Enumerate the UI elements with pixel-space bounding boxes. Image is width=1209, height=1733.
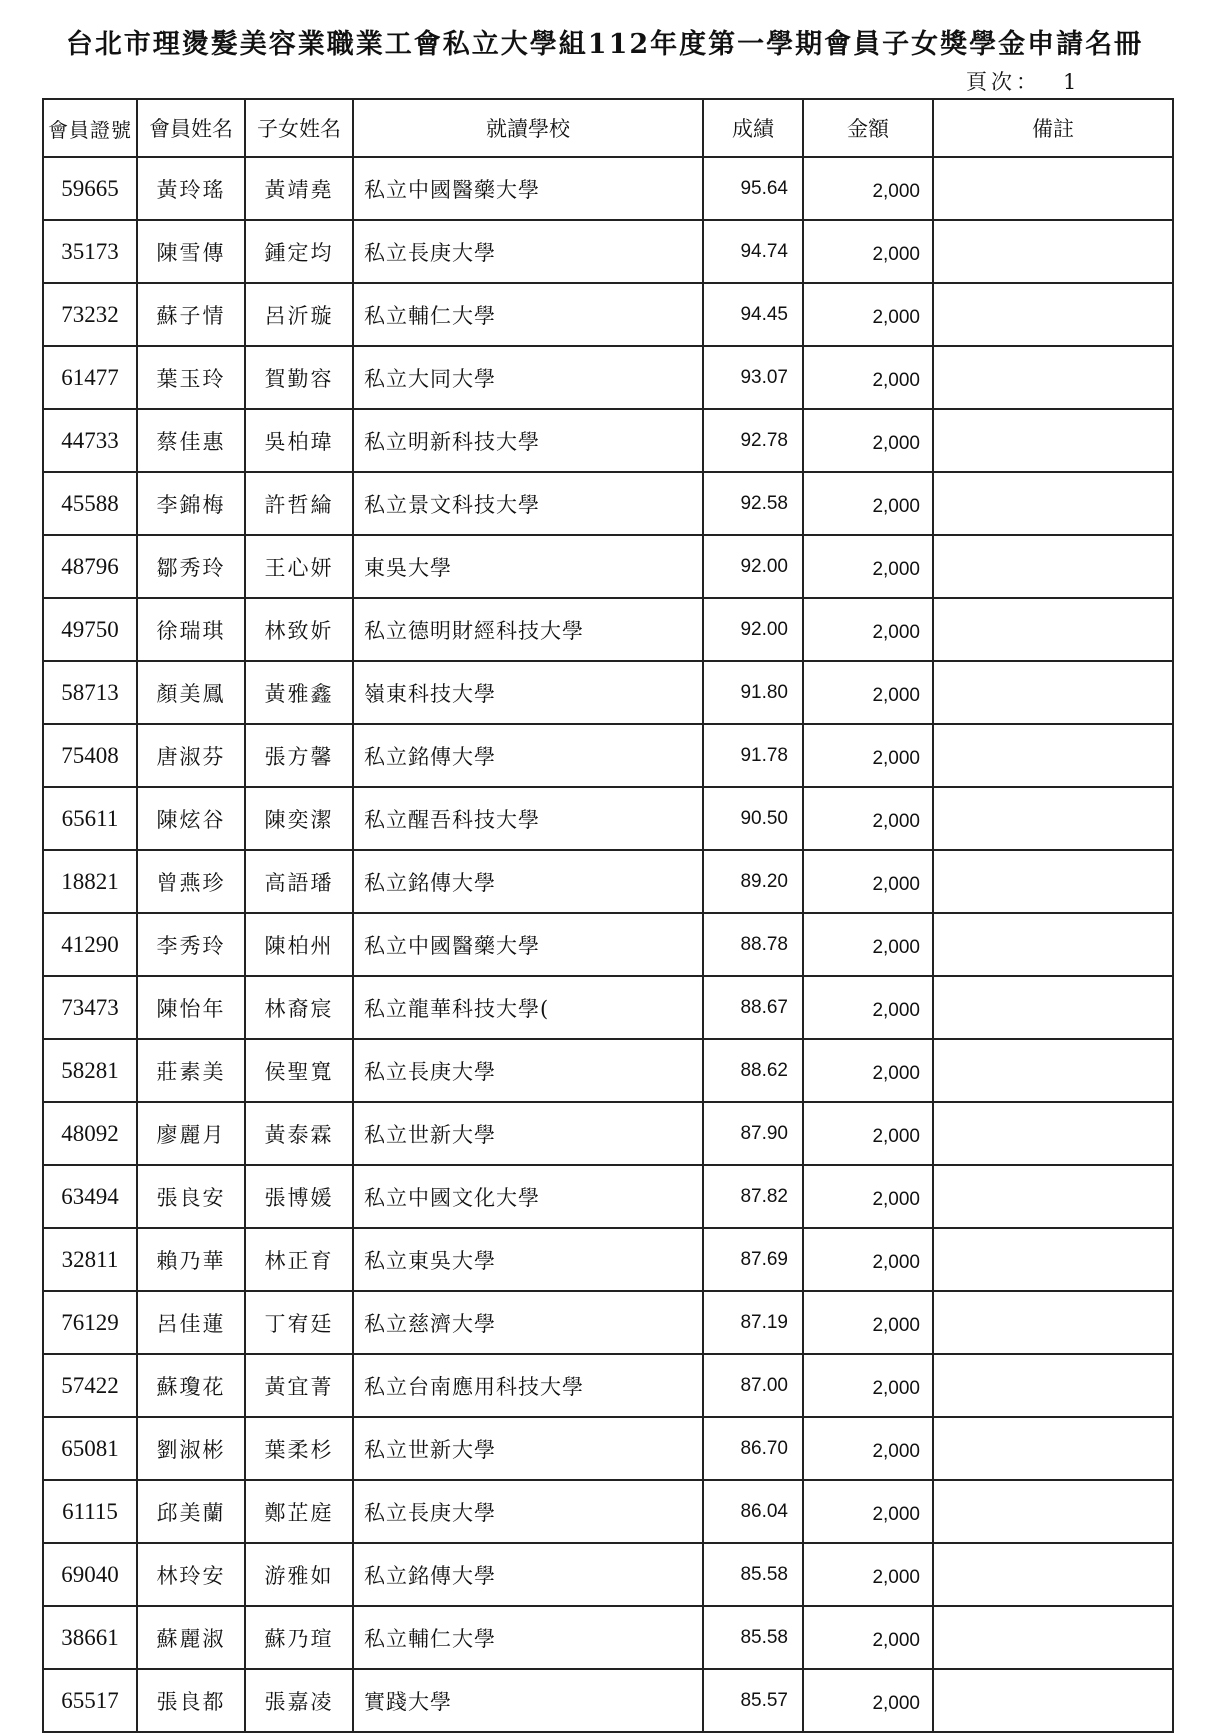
cell-remark	[933, 598, 1173, 661]
cell-member-id: 38661	[43, 1606, 137, 1669]
cell-school: 私立輔仁大學	[353, 1606, 703, 1669]
cell-remark	[933, 535, 1173, 598]
cell-child-name: 張方馨	[245, 724, 353, 787]
table-header-row	[43, 99, 1173, 157]
cell-member-id: 57422	[43, 1354, 137, 1417]
cell-school: 私立銘傳大學	[353, 850, 703, 913]
cell-child-name: 葉柔杉	[245, 1417, 353, 1480]
table-row	[43, 1606, 1173, 1669]
cell-score: 92.00	[703, 535, 803, 598]
cell-amount: 2,000	[803, 1102, 933, 1165]
cell-member-id: 45588	[43, 472, 137, 535]
cell-member-name: 蘇子情	[137, 283, 245, 346]
cell-score: 88.67	[703, 976, 803, 1039]
cell-school: 實踐大學	[353, 1669, 703, 1732]
cell-remark	[933, 1354, 1173, 1417]
cell-child-name: 鍾定均	[245, 220, 353, 283]
cell-school: 私立中國醫藥大學	[353, 913, 703, 976]
table-row	[43, 1102, 1173, 1165]
cell-member-name: 呂佳蓮	[137, 1291, 245, 1354]
cell-child-name: 丁宥廷	[245, 1291, 353, 1354]
cell-score: 87.90	[703, 1102, 803, 1165]
cell-member-name: 廖麗月	[137, 1102, 245, 1165]
cell-member-name: 唐淑芬	[137, 724, 245, 787]
cell-child-name: 黃泰霖	[245, 1102, 353, 1165]
cell-remark	[933, 1291, 1173, 1354]
cell-member-id: 61115	[43, 1480, 137, 1543]
cell-remark	[933, 1039, 1173, 1102]
cell-remark	[933, 850, 1173, 913]
header-score: 成績	[703, 99, 803, 157]
cell-amount: 2,000	[803, 1480, 933, 1543]
cell-remark	[933, 472, 1173, 535]
cell-school: 私立中國醫藥大學	[353, 157, 703, 220]
cell-member-id: 73232	[43, 283, 137, 346]
cell-score: 92.58	[703, 472, 803, 535]
page-number-value: 1	[1063, 70, 1077, 94]
cell-member-id: 35173	[43, 220, 137, 283]
cell-remark	[933, 913, 1173, 976]
cell-member-name: 葉玉玲	[137, 346, 245, 409]
cell-member-name: 顏美鳳	[137, 661, 245, 724]
cell-amount: 2,000	[803, 724, 933, 787]
cell-member-name: 林玲安	[137, 1543, 245, 1606]
cell-member-name: 李秀玲	[137, 913, 245, 976]
cell-amount: 2,000	[803, 1354, 933, 1417]
document-title: 台北市理燙髮美容業職業工會私立大學組112年度第一學期會員子女獎學金申請名冊	[65, 29, 1144, 60]
cell-amount: 2,000	[803, 1606, 933, 1669]
cell-score: 94.45	[703, 283, 803, 346]
cell-member-id: 32811	[43, 1228, 137, 1291]
cell-remark	[933, 283, 1173, 346]
cell-remark	[933, 157, 1173, 220]
cell-child-name: 蘇乃瑄	[245, 1606, 353, 1669]
cell-remark	[933, 346, 1173, 409]
table-row	[43, 913, 1173, 976]
cell-child-name: 黃雅鑫	[245, 661, 353, 724]
cell-school: 私立龍華科技大學(	[353, 976, 703, 1039]
cell-child-name: 林致妡	[245, 598, 353, 661]
cell-member-name: 曾燕珍	[137, 850, 245, 913]
cell-child-name: 賀勤容	[245, 346, 353, 409]
page-label-text: 頁次：	[966, 70, 1041, 94]
cell-member-name: 蘇瓊花	[137, 1354, 245, 1417]
table-row	[43, 1039, 1173, 1102]
cell-child-name: 黃靖堯	[245, 157, 353, 220]
header-amount: 金額	[803, 99, 933, 157]
cell-member-id: 69040	[43, 1543, 137, 1606]
table-row	[43, 724, 1173, 787]
cell-child-name: 黃宜菁	[245, 1354, 353, 1417]
cell-remark	[933, 220, 1173, 283]
cell-amount: 2,000	[803, 346, 933, 409]
table-row	[43, 409, 1173, 472]
cell-score: 85.58	[703, 1543, 803, 1606]
cell-amount: 2,000	[803, 913, 933, 976]
cell-member-name: 徐瑞琪	[137, 598, 245, 661]
cell-child-name: 陳奕潔	[245, 787, 353, 850]
cell-amount: 2,000	[803, 283, 933, 346]
table-row	[43, 1543, 1173, 1606]
cell-school: 私立德明財經科技大學	[353, 598, 703, 661]
cell-member-id: 75408	[43, 724, 137, 787]
table-row	[43, 1228, 1173, 1291]
cell-member-id: 58713	[43, 661, 137, 724]
cell-school: 私立景文科技大學	[353, 472, 703, 535]
cell-amount: 2,000	[803, 1165, 933, 1228]
cell-member-name: 莊素美	[137, 1039, 245, 1102]
table-row	[43, 1291, 1173, 1354]
cell-score: 88.62	[703, 1039, 803, 1102]
header-member-name: 會員姓名	[137, 99, 245, 157]
cell-amount: 2,000	[803, 787, 933, 850]
cell-score: 91.80	[703, 661, 803, 724]
cell-child-name: 王心妍	[245, 535, 353, 598]
cell-member-name: 黃玲瑤	[137, 157, 245, 220]
cell-remark	[933, 976, 1173, 1039]
cell-remark	[933, 1543, 1173, 1606]
cell-score: 87.69	[703, 1228, 803, 1291]
cell-member-name: 蘇麗淑	[137, 1606, 245, 1669]
cell-child-name: 陳柏州	[245, 913, 353, 976]
cell-school: 私立中國文化大學	[353, 1165, 703, 1228]
cell-remark	[933, 787, 1173, 850]
cell-member-id: 49750	[43, 598, 137, 661]
cell-amount: 2,000	[803, 850, 933, 913]
cell-amount: 2,000	[803, 598, 933, 661]
cell-amount: 2,000	[803, 472, 933, 535]
cell-member-id: 44733	[43, 409, 137, 472]
cell-child-name: 張嘉凌	[245, 1669, 353, 1732]
cell-amount: 2,000	[803, 1291, 933, 1354]
cell-school: 私立長庚大學	[353, 1039, 703, 1102]
cell-child-name: 林裔宸	[245, 976, 353, 1039]
cell-remark	[933, 1480, 1173, 1543]
cell-member-name: 張良都	[137, 1669, 245, 1732]
cell-score: 88.78	[703, 913, 803, 976]
cell-school: 東吳大學	[353, 535, 703, 598]
cell-score: 87.00	[703, 1354, 803, 1417]
cell-school: 嶺東科技大學	[353, 661, 703, 724]
table-row	[43, 1669, 1173, 1732]
cell-remark	[933, 661, 1173, 724]
cell-child-name: 鄭芷庭	[245, 1480, 353, 1543]
cell-remark	[933, 409, 1173, 472]
cell-school: 私立慈濟大學	[353, 1291, 703, 1354]
cell-remark	[933, 1606, 1173, 1669]
table-row	[43, 1417, 1173, 1480]
cell-amount: 2,000	[803, 661, 933, 724]
table-row	[43, 283, 1173, 346]
table-row	[43, 598, 1173, 661]
cell-school: 私立台南應用科技大學	[353, 1354, 703, 1417]
cell-member-id: 65517	[43, 1669, 137, 1732]
cell-child-name: 游雅如	[245, 1543, 353, 1606]
cell-amount: 2,000	[803, 409, 933, 472]
table-row	[43, 787, 1173, 850]
cell-member-name: 賴乃華	[137, 1228, 245, 1291]
cell-score: 86.70	[703, 1417, 803, 1480]
cell-school: 私立銘傳大學	[353, 1543, 703, 1606]
cell-member-name: 蔡佳惠	[137, 409, 245, 472]
cell-score: 93.07	[703, 346, 803, 409]
cell-score: 91.78	[703, 724, 803, 787]
cell-child-name: 呂沂璇	[245, 283, 353, 346]
header-child-name: 子女姓名	[245, 99, 353, 157]
cell-amount: 2,000	[803, 1669, 933, 1732]
table-row	[43, 535, 1173, 598]
cell-score: 86.04	[703, 1480, 803, 1543]
scholarship-table	[42, 98, 1174, 1733]
cell-score: 90.50	[703, 787, 803, 850]
cell-remark	[933, 1669, 1173, 1732]
cell-amount: 2,000	[803, 535, 933, 598]
cell-member-id: 76129	[43, 1291, 137, 1354]
cell-member-name: 邱美蘭	[137, 1480, 245, 1543]
cell-school: 私立世新大學	[353, 1102, 703, 1165]
cell-child-name: 高語璠	[245, 850, 353, 913]
table-row	[43, 850, 1173, 913]
cell-child-name: 張博媛	[245, 1165, 353, 1228]
cell-amount: 2,000	[803, 1543, 933, 1606]
cell-amount: 2,000	[803, 976, 933, 1039]
cell-member-id: 73473	[43, 976, 137, 1039]
cell-score: 85.58	[703, 1606, 803, 1669]
table-row	[43, 157, 1173, 220]
header-school: 就讀學校	[353, 99, 703, 157]
table-row	[43, 346, 1173, 409]
cell-score: 89.20	[703, 850, 803, 913]
cell-school: 私立大同大學	[353, 346, 703, 409]
cell-child-name: 林正育	[245, 1228, 353, 1291]
cell-amount: 2,000	[803, 1417, 933, 1480]
cell-member-id: 18821	[43, 850, 137, 913]
cell-remark	[933, 1165, 1173, 1228]
cell-member-id: 65081	[43, 1417, 137, 1480]
table-row	[43, 1354, 1173, 1417]
cell-member-id: 59665	[43, 157, 137, 220]
cell-school: 私立明新科技大學	[353, 409, 703, 472]
cell-score: 94.74	[703, 220, 803, 283]
cell-amount: 2,000	[803, 1039, 933, 1102]
cell-member-name: 陳怡年	[137, 976, 245, 1039]
cell-member-name: 陳炫谷	[137, 787, 245, 850]
table-row	[43, 1480, 1173, 1543]
cell-score: 92.78	[703, 409, 803, 472]
cell-school: 私立世新大學	[353, 1417, 703, 1480]
table-row	[43, 976, 1173, 1039]
cell-score: 85.57	[703, 1669, 803, 1732]
cell-school: 私立銘傳大學	[353, 724, 703, 787]
header-member-id: 會員證號	[43, 99, 137, 157]
cell-member-id: 65611	[43, 787, 137, 850]
table-row	[43, 220, 1173, 283]
cell-child-name: 許哲綸	[245, 472, 353, 535]
cell-amount: 2,000	[803, 220, 933, 283]
cell-member-id: 48796	[43, 535, 137, 598]
page-number-label	[966, 66, 1076, 96]
cell-remark	[933, 724, 1173, 787]
cell-member-name: 張良安	[137, 1165, 245, 1228]
cell-school: 私立長庚大學	[353, 1480, 703, 1543]
cell-school: 私立東吳大學	[353, 1228, 703, 1291]
cell-remark	[933, 1102, 1173, 1165]
cell-score: 95.64	[703, 157, 803, 220]
cell-amount: 2,000	[803, 1228, 933, 1291]
cell-member-name: 陳雪傳	[137, 220, 245, 283]
cell-remark	[933, 1228, 1173, 1291]
cell-member-name: 劉淑彬	[137, 1417, 245, 1480]
cell-school: 私立長庚大學	[353, 220, 703, 283]
table-row	[43, 1165, 1173, 1228]
cell-school: 私立輔仁大學	[353, 283, 703, 346]
cell-member-name: 鄒秀玲	[137, 535, 245, 598]
cell-school: 私立醒吾科技大學	[353, 787, 703, 850]
cell-member-id: 63494	[43, 1165, 137, 1228]
header-remark: 備註	[933, 99, 1173, 157]
cell-child-name: 吳柏瑋	[245, 409, 353, 472]
cell-member-id: 41290	[43, 913, 137, 976]
cell-remark	[933, 1417, 1173, 1480]
cell-score: 92.00	[703, 598, 803, 661]
cell-member-id: 48092	[43, 1102, 137, 1165]
cell-amount: 2,000	[803, 157, 933, 220]
cell-member-name: 李錦梅	[137, 472, 245, 535]
cell-child-name: 侯聖寬	[245, 1039, 353, 1102]
cell-score: 87.82	[703, 1165, 803, 1228]
table-row	[43, 472, 1173, 535]
cell-score: 87.19	[703, 1291, 803, 1354]
cell-member-id: 61477	[43, 346, 137, 409]
table-row	[43, 661, 1173, 724]
cell-member-id: 58281	[43, 1039, 137, 1102]
